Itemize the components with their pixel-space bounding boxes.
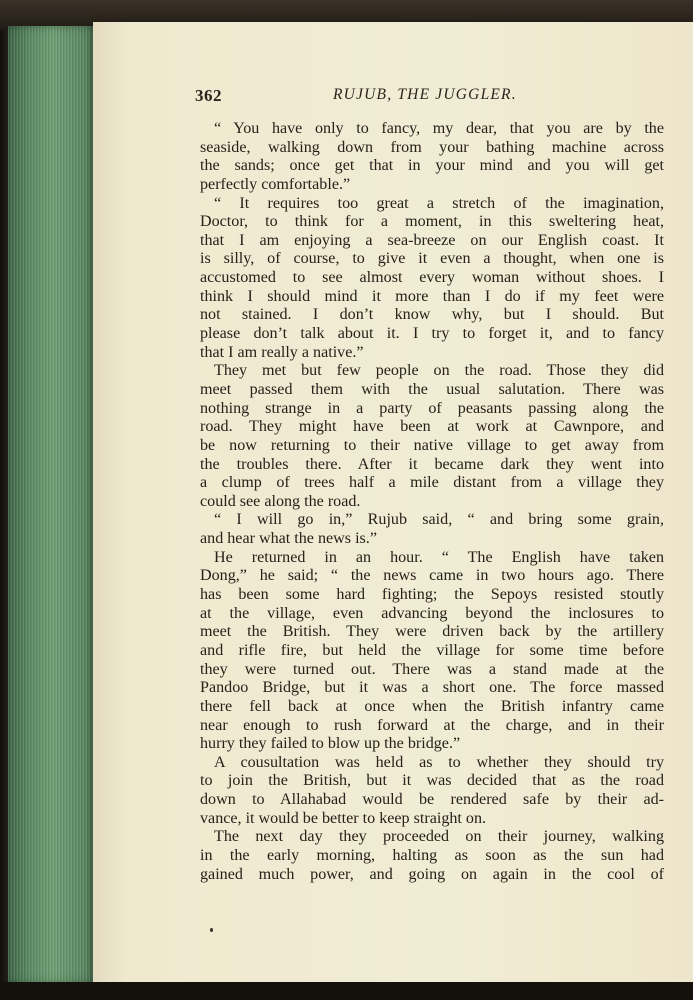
text-line: at the village, even advancing beyond the inclosures to [200,604,664,622]
text-line: has been some hard fighting; the Sepoys resisted stoutly [200,586,664,604]
text-line: Pandoo Bridge, but it was a short one. The force massed [200,679,664,697]
text-line: and hear what the news is.” [200,530,377,548]
text-line: near enough to rush forward at the charge, and in their [200,716,664,734]
text-line: The next day they proceeded on their journey, walking [214,828,664,846]
text-line: in the early morning, halting as soon as the sun had [200,846,664,864]
text-line: think I should mind it more than I do if my feet were [200,287,664,305]
text-line: He returned in an hour. “ The English have taken [214,548,664,566]
text-line: down to Allahabad would be rendered safe by their ad- [200,791,664,809]
text-line: Dong,” he said; “ the news came in two hours ago. There [200,567,664,585]
text-line: vance, it would be better to keep straight on. [200,809,487,827]
page-header [195,86,665,108]
text-line: there fell back at once when the British infantry came [200,697,664,715]
text-line: meet the British. They were driven back by the artillery [200,623,664,641]
text-line: that I am enjoying a sea-breeze on our English coast. It [200,231,664,249]
text-line: is silly, of course, to give it even a thought, when one is [200,250,664,268]
text-line: A cousultation was held as to whether they should try [214,753,664,771]
page-edges [8,26,104,984]
text-line: a clump of trees half a mile distant from a village they [200,474,664,492]
text-line: gained much power, and going on again in the cool of [200,865,664,883]
text-line: Doctor, to think for a moment, in this sweltering heat, [200,213,664,231]
text-line: nothing strange in a party of peasants passing along the [200,399,664,417]
text-line: seaside, walking down from your bathing machine across [200,138,664,156]
text-line: they were turned out. There was a stand made at the [200,660,664,678]
book-bottom-edge [0,982,693,1000]
text-line: be now returning to their native village to get away from [200,436,664,454]
ink-speck [210,928,213,932]
text-line: They met but few people on the road. Those they did [214,362,664,380]
text-line: meet passed them with the usual salutation. There was [200,380,664,398]
page-body-text [200,120,664,884]
text-line: “ I will go in,” Rujub said, “ and bring some grain, [214,511,664,529]
text-line: “ It requires too great a stretch of the imagination, [214,194,664,212]
text-line: the troubles there. After it became dark they went into [200,455,664,473]
text-line: road. They might have been at work at Cawnpore, and [200,418,664,436]
text-line: and rifle fire, but held the village for some time before [200,641,664,659]
text-line: the sands; once get that in your mind and you will get [200,157,664,175]
text-line: to join the British, but it was decided that as the road [200,772,664,790]
text-line: accustomed to see almost every woman without shoes. I [200,269,664,287]
text-line: hurry they failed to blow up the bridge.” [200,735,461,753]
text-line: could see along the road. [200,492,361,510]
text-line: perfectly comfortable.” [200,175,351,193]
running-head: RUJUB, THE JUGGLER. [333,86,517,103]
text-line: not stained. I don’t know why, but I should. But [200,306,664,324]
page-number: 362 [195,86,222,105]
text-line: please don’t talk about it. I try to forget it, and to fancy [200,325,664,343]
text-line: that I am really a native.” [200,343,364,361]
text-line: “ You have only to fancy, my dear, that you are by the [214,120,664,137]
